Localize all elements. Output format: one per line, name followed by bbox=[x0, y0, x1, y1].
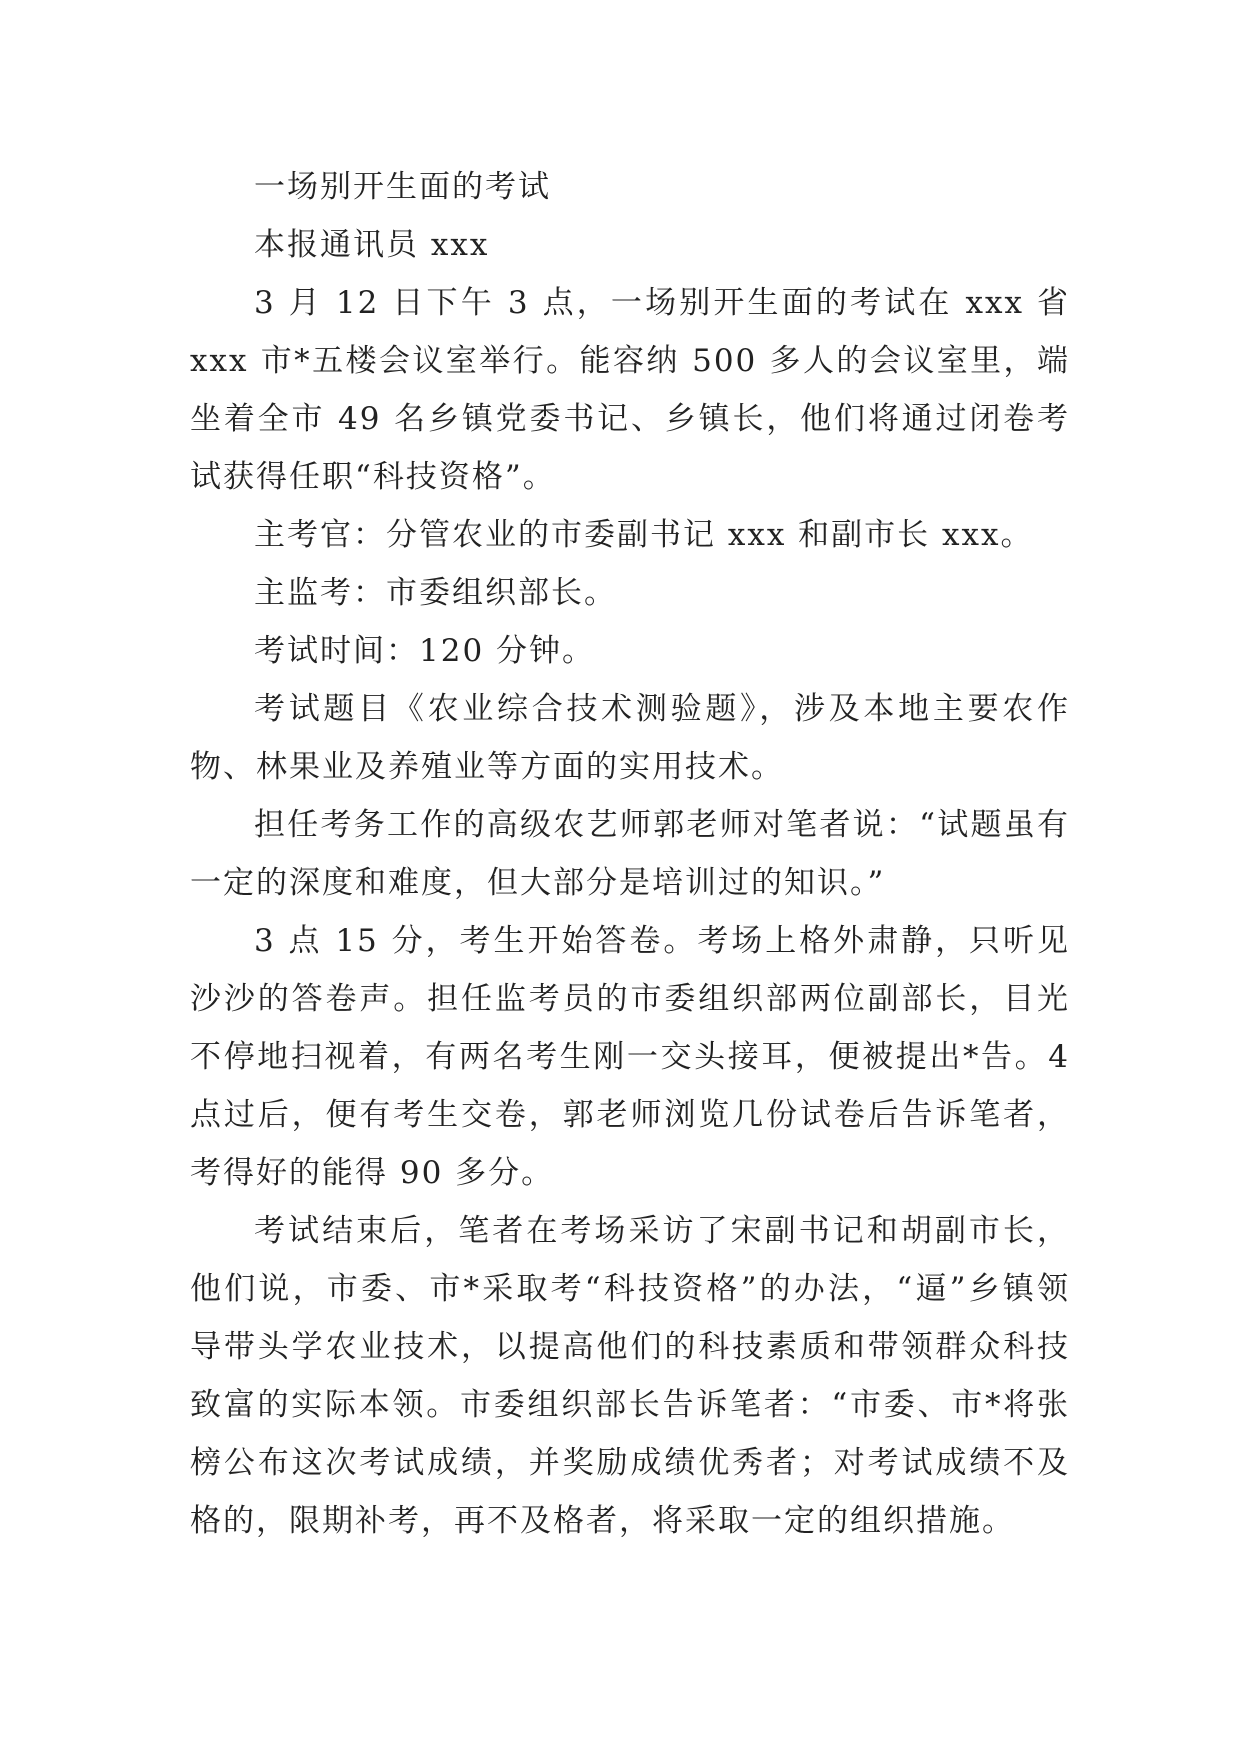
article-title: 一场别开生面的考试 bbox=[254, 169, 551, 205]
paragraph-interview: 考试结束后，笔者在考场采访了宋副书记和胡副市长，他们说，市委、市*采取考“科技资格”的办法，“逼”乡镇领导带头学农业技术，以提高他们的科技素质和带领群众科技致富的实际本领。市委组织部长告诉笔者：“市委、市*将张榜公布这次考试成绩，并奖励成绩优秀者；对考试成绩不及格的，限期补考，再不及格者，将采取一定的组织措施。 bbox=[190, 1213, 1070, 1539]
paragraph-exam-intro: 3 月 12 日下午 3 点，一场别开生面的考试在 xxx 省 xxx 市*五楼会议室举行。能容纳 500 多人的会议室里，端坐着全市 49 名乡镇党委书记、乡镇长，他们将通过闭卷考试获得任职“科技资格”。 bbox=[190, 285, 1070, 495]
paragraph-chief-examiner: 主考官：分管农业的市委副书记 xxx 和副市长 xxx。 bbox=[254, 517, 1034, 553]
paragraph-exam-duration: 考试时间：120 分钟。 bbox=[254, 633, 596, 669]
paragraph-exam-subject: 考试题目《农业综合技术测验题》，涉及本地主要农作物、林果业及养殖业等方面的实用技术。 bbox=[190, 691, 1070, 785]
paragraph-teacher-quote: 担任考务工作的高级农艺师郭老师对笔者说：“试题虽有一定的深度和难度，但大部分是培训过的知识。” bbox=[190, 807, 1070, 901]
paragraph-exam-process: 3 点 15 分，考生开始答卷。考场上格外肃静，只听见沙沙的答卷声。担任监考员的市委组织部两位副部长，目光不停地扫视着，有两名考生刚一交头接耳，便被提出*告。4 点过后，便有考生交卷，郭老师浏览几份试卷后告诉笔者，考得好的能得 90 多分。 bbox=[190, 923, 1070, 1191]
article-byline: 本报通讯员 xxx bbox=[254, 227, 490, 263]
paragraph-chief-invigilator: 主监考：市委组织部长。 bbox=[254, 575, 617, 611]
article-body bbox=[190, 158, 1070, 1550]
